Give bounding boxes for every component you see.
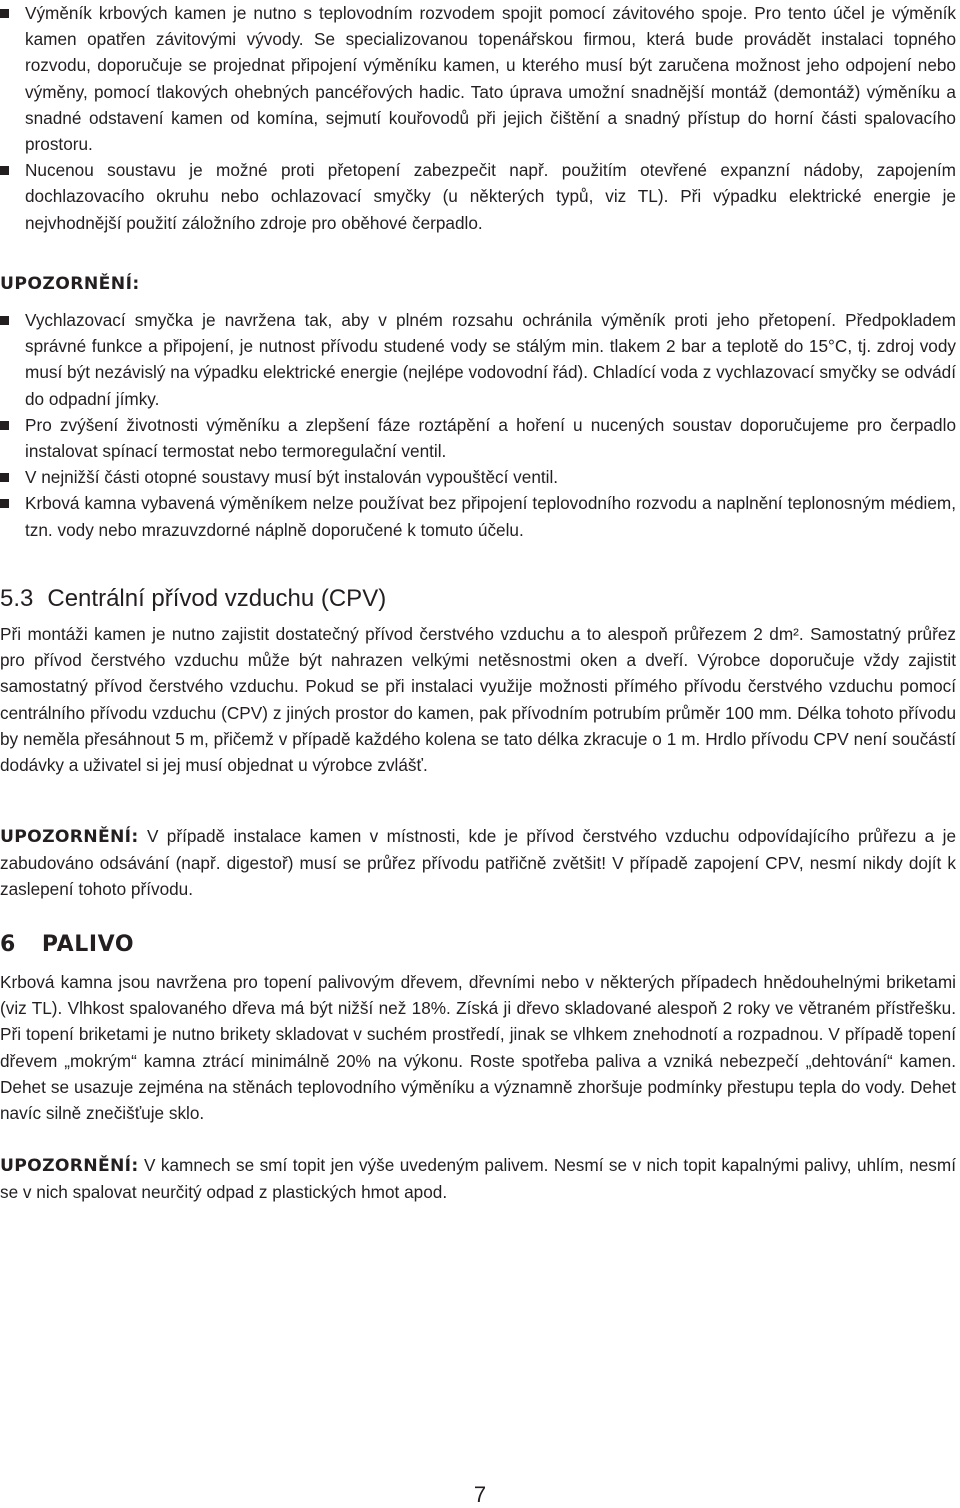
chapter-title: PALIVO: [41, 932, 135, 957]
warning-paragraph-fuel: [0, 1152, 956, 1205]
list-item: Krbová kamna vybavená výměníkem nelze používat bez připojení teplovodního rozvodu a naplnění teplonosným médiem, tzn. vody nebo mrazuvzdorné náplně doporučené k tomuto účelu.: [0, 490, 956, 542]
paragraph-fuel: Krbová kamna jsou navržena pro topení palivovým dřevem, dřevními nebo v některých případech hnědouhelnými briketami (viz TL). Vlhkost spalovaného dřeva má být nižší než 18%. Získá ji dřevo skladované alespoň 2 roky ve větraném přístřešku. Při topení briketami je nutno brikety skladovat v suchém prostředí, jinak se vlhkem znehodnotí a rozpadnou. V případě topení dřevem „mokrým“ kamna ztrácí minimálně 20% na výkonu. Roste spotřeba paliva a vzniká nebezpečí „dehtování“ kamen. Dehet se usazuje zejména na stěnách teplovodního výměníku a významně zhoršuje podmínky přestupu tepla do vody. Dehet navíc silně znečišťuje sklo.: [0, 972, 956, 1124]
chapter-heading-fuel: [0, 930, 956, 960]
paragraph-cpv: Při montáži kamen je nutno zajistit dostatečný přívod čerstvého vzduchu a to alespoň průřezem 2 dm². Samostatný průřez pro přívod čerstvého vzduchu může být nahrazen velkými netěsnostmi oken a dveří. Výrobce doporučuje vždy zajistit samostatný přívod čerstvého vzduchu. Pokud se při instalaci využije možnosti přímého přívodu čerstvého vzduchu pomocí centrálního přívodu vzduchu (CPV) z jiných prostor do kamen, pak přívodním potrubím průměr 100 mm. Délka tohoto přívodu by neměla přesáhnout 5 m, přičemž v případě každého kolena se tato délka zkracuje o 1 m. Hrdlo přívodu CPV není součástí dodávky a uživatel si jej musí objednat u výrobce zvlášť.: [0, 624, 956, 776]
bullet-square-icon: [0, 421, 9, 430]
warning-list: [0, 307, 956, 543]
section-heading-cpv: [0, 584, 956, 614]
bullet-list-exchanger: [0, 0, 956, 236]
list-item: Vychlazovací smyčka je navržena tak, aby v plném rozsahu ochránila výměník proti jeho přetopení. Předpokladem správné funkce a připojení, je nutnost přívodu studené vody se stálým min. tlakem 2 bar a teplotě do 15°C, tj. zdroj vody musí být nezávislý na výpadku elektrické energie (nejlépe vodovodní řád). Chladící voda z vychlazovací smyčky se odvádí do odpadní jímky.: [0, 307, 956, 412]
bullet-square-icon: [0, 316, 9, 325]
bullet-square-icon: [0, 9, 9, 18]
bullet-square-icon: [0, 473, 9, 482]
warning-text: V případě instalace kamen v místnosti, kde je přívod čerstvého vzduchu odpovídajícího průřezu a je zabudováno odsávání (např. digestoř) musí se průřez přívodu patřičně zvětšit! V případě zapojení CPV, nesmí nikdy dojít k zaslepení tohoto přívodu.: [0, 826, 957, 900]
warning-label: UPOZORNĚNÍ:: [0, 1156, 139, 1176]
list-item: Nucenou soustavu je možné proti přetopení zabezpečit např. použitím otevřené expanzní nádoby, zapojením dochlazovacího okruhu nebo ochlazovací smyčky (u některých typů, viz TL). Při výpadku elektrické energie je nejvhodnější použití záložního zdroje pro oběhové čerpadlo.: [0, 157, 956, 236]
bullet-square-icon: [0, 499, 9, 508]
chapter-number: 6: [0, 932, 16, 957]
list-item: Výměník krbových kamen je nutno s teplovodním rozvodem spojit pomocí závitového spoje. Pro tento účel je výměník kamen opatřen závitovými vývody. Se specializovanou topenářskou firmou, která bude provádět instalaci topného rozvodu, doporučuje se projednat připojení výměníku kamen, u kterého musí být zaručena možnost jeho odpojení nebo výměny, pomocí tlakových ohebných pancéřových hadic. Tato úprava umožní snadnější montáž (demontáž) výměníku a snadné odstavení kamen od komína, sejmutí kouřovodů při jejich čištění a snadný přístup do horní části spalovacího prostoru.: [0, 0, 956, 157]
warning-heading: UPOZORNĚNÍ:: [0, 274, 140, 294]
list-item: V nejnižší části otopné soustavy musí být instalován vypouštěcí ventil.: [0, 464, 956, 490]
warning-paragraph-cpv: [0, 823, 956, 903]
list-item: Pro zvýšení životnosti výměníku a zlepšení fáze roztápění a hoření u nucených soustav doporučujeme pro čerpadlo instalovat spínací termostat nebo termoregulační ventil.: [0, 412, 956, 464]
page-number: 7: [473, 1482, 487, 1507]
section-number: 5.3: [0, 585, 34, 612]
warning-label: UPOZORNĚNÍ:: [0, 827, 139, 847]
warning-text: V kamnech se smí topit jen výše uvedeným palivem. Nesmí se v nich topit kapalnými palivy, uhlím, nesmí se v nich spalovat neurčitý odpad z plastických hmot apod.: [0, 1155, 956, 1203]
section-title: Centrální přívod vzduchu (CPV): [47, 585, 387, 612]
bullet-square-icon: [0, 166, 9, 175]
